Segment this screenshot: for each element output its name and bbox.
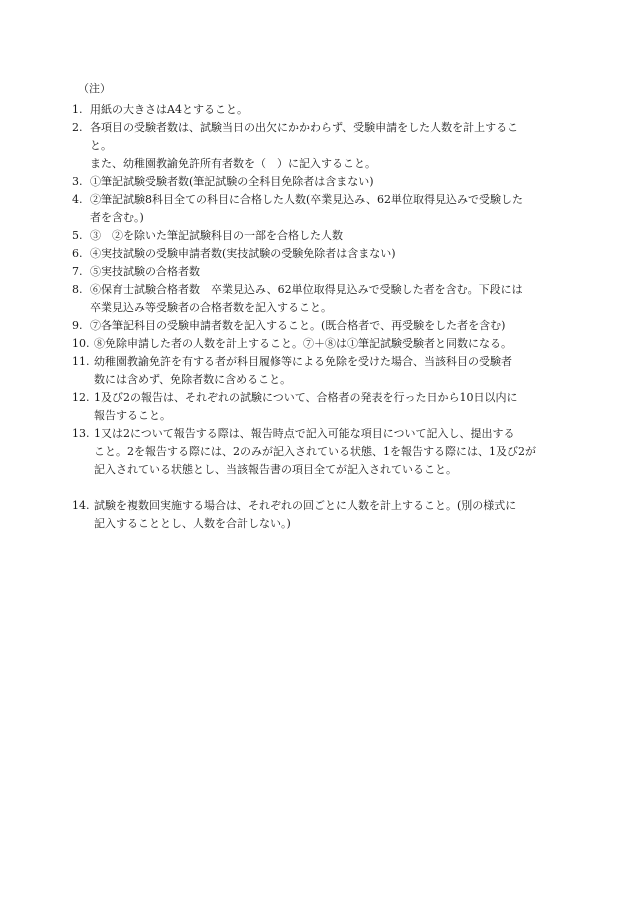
notes-section bbox=[72, 80, 622, 533]
note-item-2 bbox=[72, 119, 622, 173]
note-number: 10. bbox=[72, 337, 90, 350]
note-number: 14. bbox=[72, 499, 90, 512]
note-number: 8. bbox=[72, 283, 83, 296]
note-text: ②筆記試験8科目全ての科目に合格した人数(卒業見込み、62単位取得見込みで受験した bbox=[90, 193, 523, 206]
note-number: 11. bbox=[72, 355, 90, 368]
note-item-6 bbox=[72, 245, 622, 263]
note-text: ⑦各筆記科目の受験申請者数を記入すること。(既合格者で、再受験をした者を含む) bbox=[90, 319, 506, 332]
note-item-7 bbox=[72, 263, 622, 281]
note-text: と。 bbox=[90, 139, 112, 152]
spacer bbox=[72, 479, 622, 497]
note-number: 7. bbox=[72, 265, 83, 278]
note-text: 報告すること。 bbox=[94, 409, 171, 422]
note-item-10 bbox=[72, 335, 622, 353]
note-text: 記入することとし、人数を合計しない。) bbox=[94, 517, 291, 530]
note-item-9 bbox=[72, 317, 622, 335]
note-number: 13. bbox=[72, 427, 90, 440]
note-text: 1又は2について報告する際は、報告時点で記入可能な項目について記入し、提出する bbox=[94, 427, 515, 440]
note-number: 5. bbox=[72, 229, 83, 242]
note-number: 12. bbox=[72, 391, 90, 404]
note-number: 9. bbox=[72, 319, 83, 332]
note-text: 用紙の大きさはA4とすること。 bbox=[90, 103, 248, 116]
note-item-8 bbox=[72, 281, 622, 317]
note-item-1 bbox=[72, 101, 622, 119]
note-text: 各項目の受験者数は、試験当日の出欠にかかわらず、受験申請をした人数を計上するこ bbox=[90, 121, 519, 134]
note-text: 試験を複数回実施する場合は、それぞれの回ごとに人数を計上すること。(別の様式に bbox=[94, 499, 517, 512]
note-number: 3. bbox=[72, 175, 83, 188]
note-text: こと。2を報告する際には、2のみが記入されている状態、1を報告する際には、1及び2が bbox=[94, 445, 536, 458]
note-text: ⑧免除申請した者の人数を計上すること。⑦＋⑧は①筆記試験受験者と同数になる。 bbox=[94, 337, 512, 350]
note-text: 者を含む。) bbox=[90, 211, 144, 224]
note-text: ⑥保育士試験合格者数 卒業見込み、62単位取得見込みで受験した者を含む。下段には bbox=[90, 283, 523, 296]
note-text: ⑤実技試験の合格者数 bbox=[90, 265, 200, 278]
note-text: ④実技試験の受験申請者数(実技試験の受験免除者は含まない) bbox=[90, 247, 396, 260]
note-number: 4. bbox=[72, 193, 83, 206]
note-text: ③ ②を除いた筆記試験科目の一部を合格した人数 bbox=[90, 229, 343, 242]
note-number: 1. bbox=[72, 103, 83, 116]
note-text: 1及び2の報告は、それぞれの試験について、合格者の発表を行った日から10日以内に bbox=[94, 391, 518, 404]
note-text: 記入されている状態とし、当該報告書の項目全てが記入されていること。 bbox=[94, 463, 457, 476]
note-item-13 bbox=[72, 425, 622, 479]
note-item-3 bbox=[72, 173, 622, 191]
note-item-5 bbox=[72, 227, 622, 245]
note-number: 2. bbox=[72, 121, 83, 134]
note-text: 数には含めず、免除者数に含めること。 bbox=[94, 373, 292, 386]
notes-heading: （注） bbox=[78, 82, 111, 95]
note-subtext: また、幼稚園教諭免許所有者数を（ ）に記入すること。 bbox=[90, 157, 376, 170]
note-item-12 bbox=[72, 389, 622, 425]
note-item-11 bbox=[72, 353, 622, 389]
note-number: 6. bbox=[72, 247, 83, 260]
note-text: 卒業見込み等受験者の合格者数を記入すること。 bbox=[90, 301, 332, 314]
note-item-14 bbox=[72, 497, 622, 533]
note-item-4 bbox=[72, 191, 622, 227]
note-text: 幼稚園教諭免許を有する者が科目履修等による免除を受けた場合、当該科目の受験者 bbox=[94, 355, 512, 368]
note-text: ①筆記試験受験者数(筆記試験の全科目免除者は含まない) bbox=[90, 175, 374, 188]
